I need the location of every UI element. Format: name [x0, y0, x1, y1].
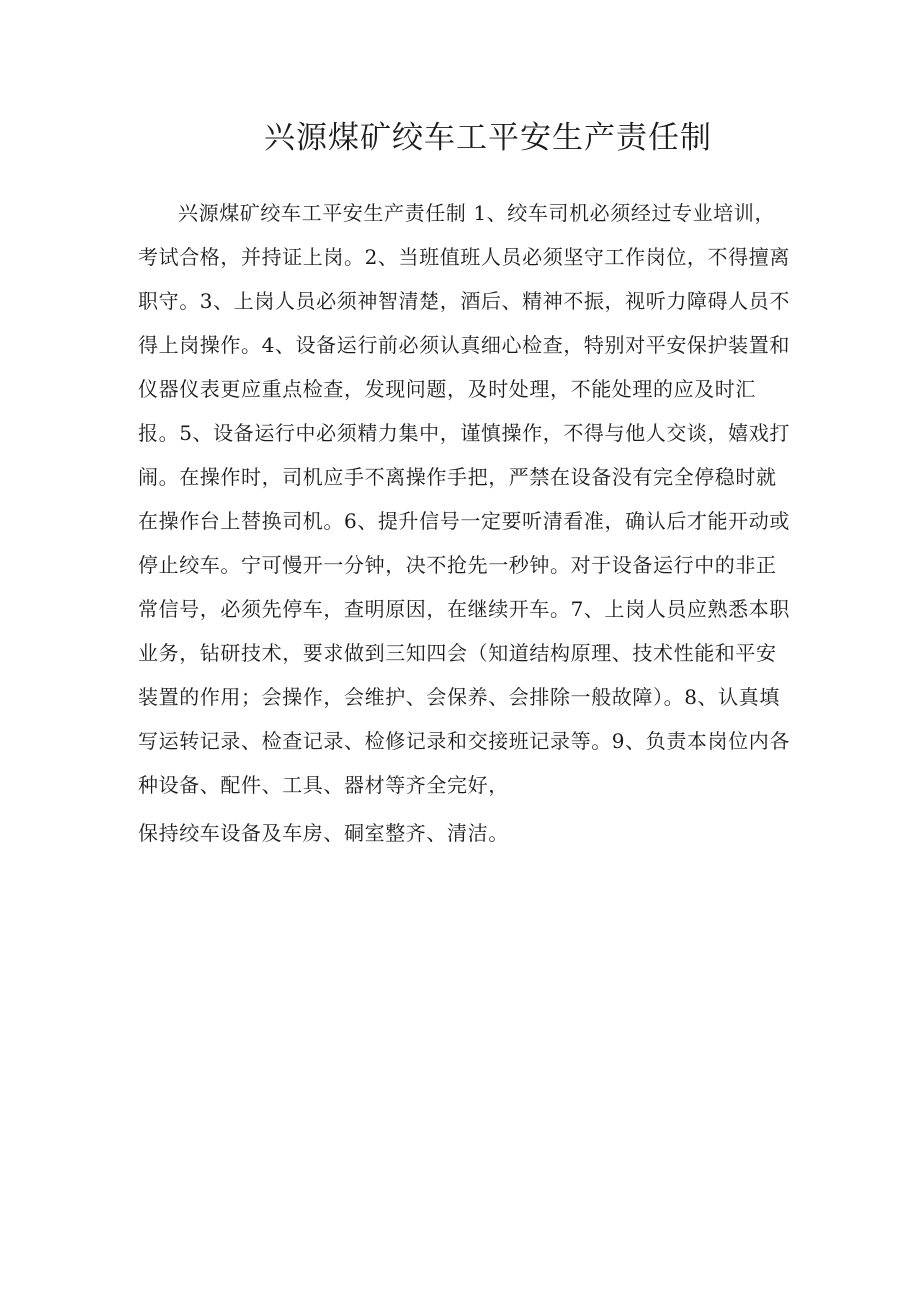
body-line: 报。5、设备运行中必须精力集中，谨慎操作，不得与他人交谈，嬉戏打	[138, 421, 790, 445]
document-title: 兴源煤矿绞车工平安生产责任制	[264, 120, 712, 156]
body-line: 保持绞车设备及车房、硐室整齐、清洁。	[138, 821, 509, 845]
body-line: 装置的作用；会操作，会维护、会保养、会排除一般故障）。8、认真填	[138, 685, 780, 709]
document-body	[138, 191, 790, 855]
body-line: 业务，钻研技术，要求做到三知四会（知道结构原理、技术性能和平安	[138, 641, 777, 665]
body-line: 在操作台上替换司机。6、提升信号一定要听清看准，确认后才能开动或	[138, 509, 790, 533]
body-line: 写运转记录、检查记录、检修记录和交接班记录等。9、负责本岗位内各	[138, 729, 790, 753]
body-line: 得上岗操作。4、设备运行前必须认真细心检查，特别对平安保护装置和	[138, 333, 790, 357]
body-line: 闹。在操作时，司机应手不离操作手把，严禁在设备没有完全停稳时就	[138, 465, 777, 489]
body-line: 兴源煤矿绞车工平安生产责任制 1、绞车司机必须经过专业培训，	[178, 201, 776, 225]
body-line: 考试合格，并持证上岗。2、当班值班人员必须坚守工作岗位，不得擅离	[138, 245, 790, 269]
body-line: 种设备、配件、工具、器材等齐全完好，	[138, 773, 509, 797]
body-line: 停止绞车。宁可慢开一分钟，决不抢先一秒钟。对于设备运行中的非正	[138, 553, 777, 577]
body-line: 常信号，必须先停车，查明原因，在继续开车。7、上岗人员应熟悉本职	[138, 597, 790, 621]
body-line: 职守。3、上岗人员必须神智清楚，酒后、精神不振，视听力障碍人员不	[138, 289, 790, 313]
body-line: 仪器仪表更应重点检查，发现问题，及时处理，不能处理的应及时汇	[138, 377, 756, 401]
